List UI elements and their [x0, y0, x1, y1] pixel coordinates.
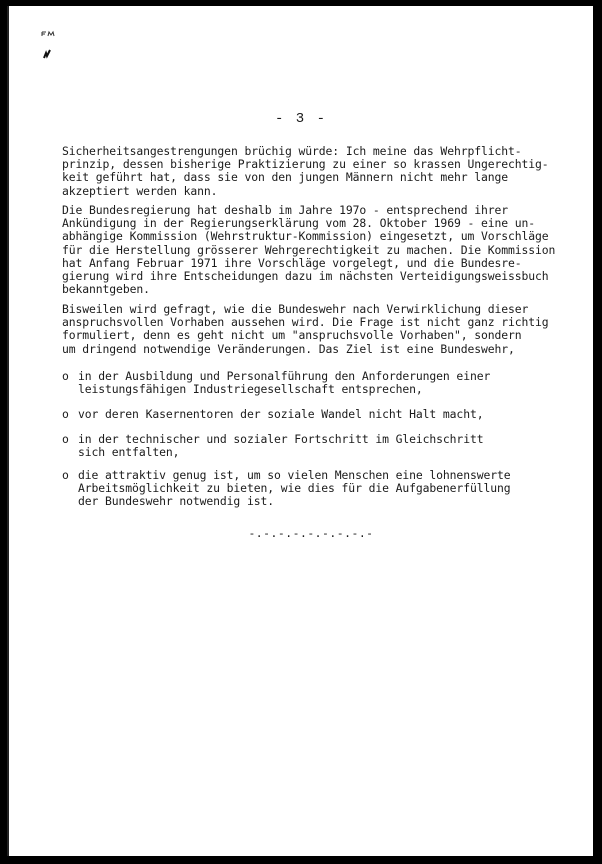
bullet-text: in der technischer und sozialer Fortschritt im Gleichschritt sich entfalten,: [78, 432, 484, 460]
bullet-item: [62, 370, 490, 396]
scan-edge-line: [7, 6, 9, 856]
handwritten-corner-mark: [38, 22, 68, 62]
paragraph-wehrpflicht: Sicherheitsangestrengungen brüchig würde: Ich meine das Wehrpflicht- prinzip, dessen bisherige Praktizierung zu einer so krassen Ungerechtig- keit geführt hat, dass sie von den jungen Männern nicht mehr lange akzeptiert werden kann.: [62, 144, 549, 198]
paragraph-bundeswehr-ziel: Bisweilen wird gefragt, wie die Bundeswehr nach Verwirklichung dieser anspruchsvollen Vorhaben aussehen wird. Die Frage ist nicht ganz richtig formuliert, denn es geht nicht um "anspruchsvolle Vorhaben", sondern um dringend notwendige Veränderungen. Das Ziel ist eine Bundeswehr,: [62, 302, 549, 356]
closing-separator: -.-.-.-.-.-.-.-.-: [248, 526, 374, 540]
bullet-item: [62, 433, 483, 459]
bullet-item: [62, 469, 511, 509]
paragraph-wehrstruktur-kommission: Die Bundesregierung hat deshalb im Jahre 197o - entsprechend ihrer Ankündigung in der Regierungserklärung vom 28. Oktober 1969 - eine un- abhängige Kommission (Wehrstruktur-Kommission) eingesetzt, um Vorschläge für die Herstellung grösserer Wehrgerechtigkeit zu machen. Die Kommission hat Anfang Februar 1971 ihre Vorschläge vorgelegt, und die Bundesre- gierung wird ihre Entscheidungen dazu im nächsten Verteidigungsweissbuch bekanntgeben.: [62, 203, 556, 297]
bullet-marker: o: [62, 407, 69, 421]
bullet-text: vor deren Kasernentoren der soziale Wandel nicht Halt macht,: [78, 407, 484, 421]
bullet-item: [62, 408, 483, 421]
bullet-marker: o: [62, 432, 69, 446]
bullet-text: die attraktiv genug ist, um so vielen Menschen eine lohnenswerte Arbeitsmöglichkeit zu bieten, wie dies für die Aufgabenerfüllung der Bundeswehr notwendig ist.: [78, 468, 511, 509]
bullet-marker: o: [62, 468, 69, 482]
bullet-text: in der Ausbildung und Personalführung den Anforderungen einer leistungsfähigen Industriegesellschaft entsprechen,: [78, 369, 491, 397]
bullet-marker: o: [62, 369, 69, 383]
page-number: - 3 -: [274, 111, 327, 127]
